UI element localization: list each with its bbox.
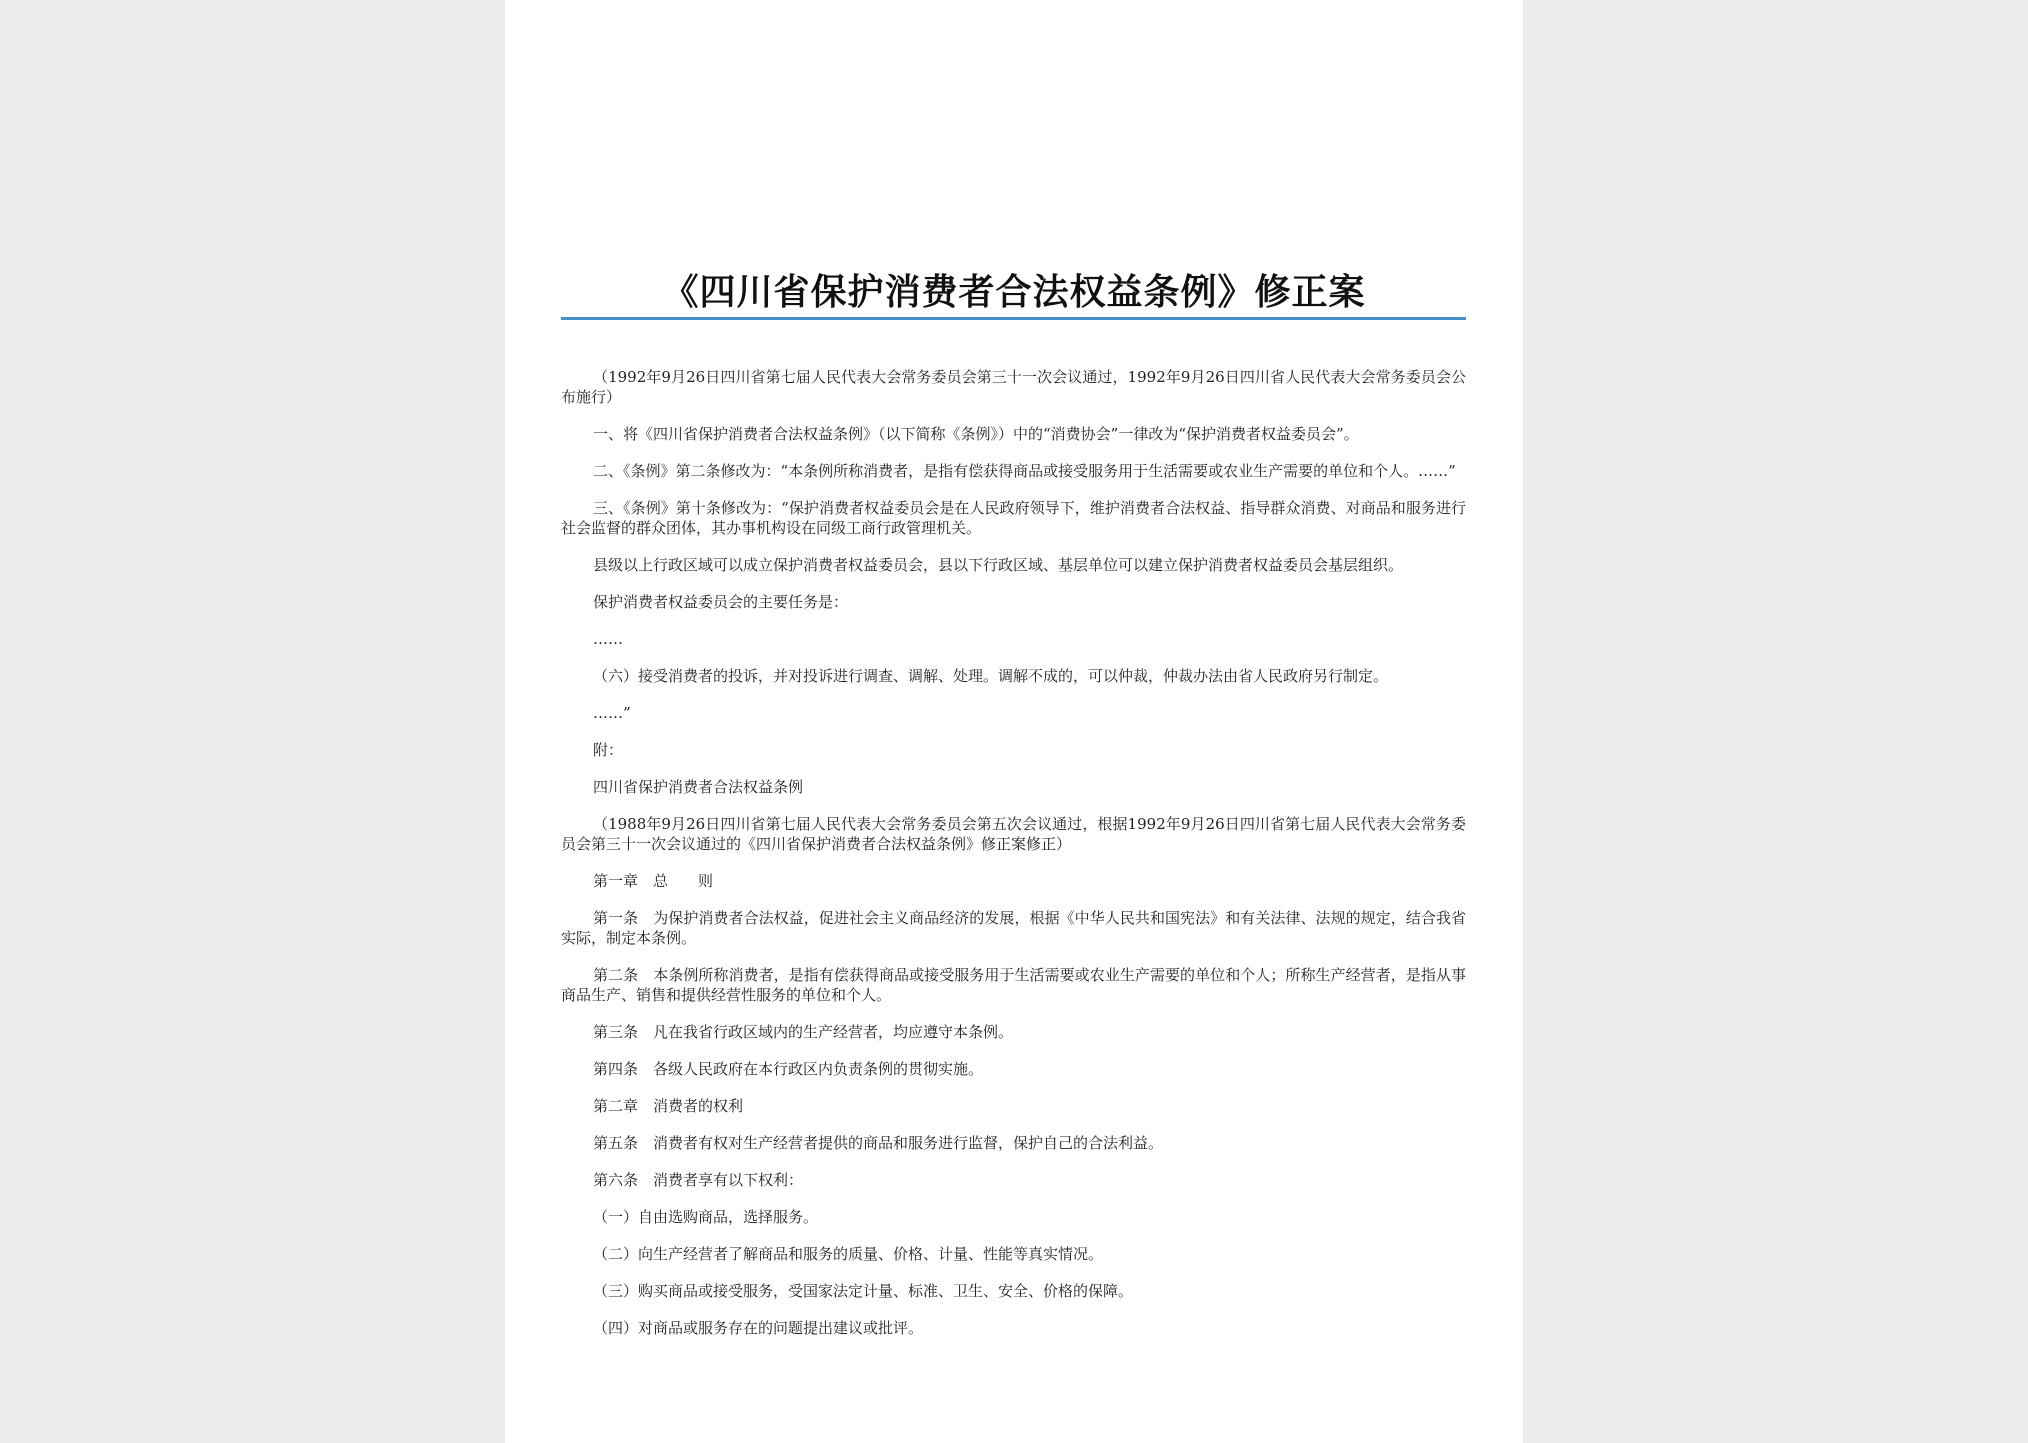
chapter-heading: 第二章 消费者的权利 <box>593 1097 744 1115</box>
title-divider <box>561 317 1466 320</box>
article-clause: （二）向生产经营者了解商品和服务的质量、价格、计量、性能等真实情况。 <box>593 1245 1104 1263</box>
article: 第五条 消费者有权对生产经营者提供的商品和服务进行监督，保护自己的合法利益。 <box>593 1134 1164 1152</box>
article-clause: （三）购买商品或接受服务，受国家法定计量、标准、卫生、安全、价格的保障。 <box>593 1282 1134 1300</box>
appendix-note: （1988年9月26日四川省第七届人民代表大会常务委员会第五次会议通过，根据1992年9月26日四川省第七届人民代表大会常务委员会第三十一次会议通过的《四川省保护消费者合法权益条例》修正案修正） <box>561 815 1466 853</box>
chapter-heading: 第一章 总 则 <box>593 872 714 890</box>
appendix-title: 四川省保护消费者合法权益条例 <box>593 778 804 796</box>
article-clause: （四）对商品或服务存在的问题提出建议或批评。 <box>593 1319 924 1337</box>
document-body <box>561 367 1466 1355</box>
amendment-item: 三、《条例》第十条修改为：“保护消费者权益委员会是在人民政府领导下，维护消费者合法权益、指导群众消费、对商品和服务进行社会监督的群众团体，其办事机构设在同级工商行政管理机关。 <box>561 499 1466 537</box>
article: 第四条 各级人民政府在本行政区内负责条例的贯彻实施。 <box>593 1060 984 1078</box>
article-clause: （一）自由选购商品，选择服务。 <box>593 1208 819 1226</box>
appendix-label: 附： <box>593 741 624 759</box>
amendment-item: 一、将《四川省保护消费者合法权益条例》（以下简称《条例》）中的“消费协会”一律改为“保护消费者权益委员会”。 <box>593 425 1359 443</box>
paragraph: 县级以上行政区域可以成立保护消费者权益委员会，县以下行政区域、基层单位可以建立保护消费者权益委员会基层组织。 <box>593 556 1404 574</box>
article: 第六条 消费者享有以下权利： <box>593 1171 804 1189</box>
article: 第三条 凡在我省行政区域内的生产经营者，均应遵守本条例。 <box>593 1023 1014 1041</box>
paragraph: （六）接受消费者的投诉，并对投诉进行调查、调解、处理。调解不成的，可以仲裁，仲裁办法由省人民政府另行制定。 <box>593 667 1389 685</box>
article: 第二条 本条例所称消费者，是指有偿获得商品或接受服务用于生活需要或农业生产需要的单位和个人；所称生产经营者，是指从事商品生产、销售和提供经营性服务的单位和个人。 <box>561 966 1466 1004</box>
ellipsis-line: ……” <box>593 704 631 722</box>
preamble-note: （1992年9月26日四川省第七届人民代表大会常务委员会第三十一次会议通过，1992年9月26日四川省人民代表大会常务委员会公布施行） <box>561 368 1466 406</box>
document-page <box>505 0 1523 1443</box>
ellipsis-line: …… <box>593 630 623 648</box>
amendment-item: 二、《条例》第二条修改为：“本条例所称消费者，是指有偿获得商品或接受服务用于生活需要或农业生产需要的单位和个人。……” <box>593 462 1456 480</box>
document-title: 《四川省保护消费者合法权益条例》修正案 <box>662 271 1366 313</box>
paragraph: 保护消费者权益委员会的主要任务是： <box>593 593 849 611</box>
article: 第一条 为保护消费者合法权益，促进社会主义商品经济的发展，根据《中华人民共和国宪法》和有关法律、法规的规定，结合我省实际，制定本条例。 <box>561 909 1466 947</box>
